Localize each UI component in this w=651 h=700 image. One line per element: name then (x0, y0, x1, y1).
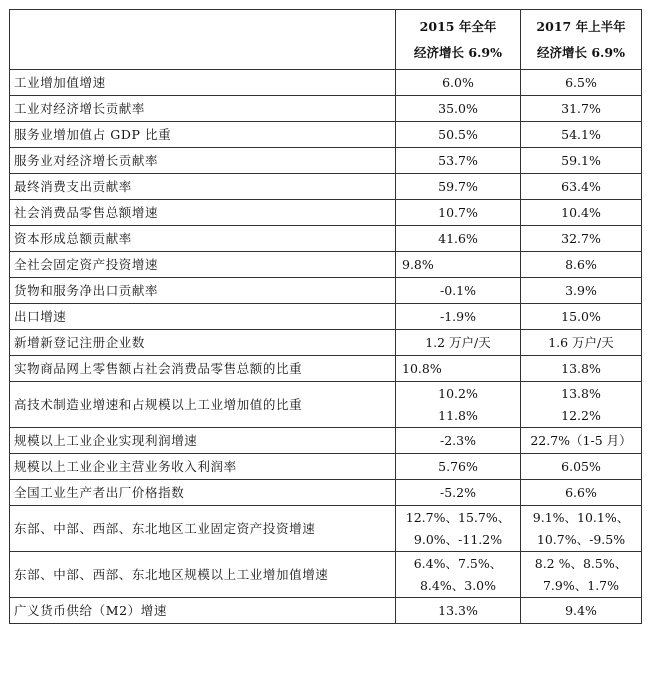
value-2017: 8.6% (521, 252, 642, 278)
value-2017: 22.7%（1-5 月） (521, 428, 642, 454)
value-2015-line1: 12.7%、15.7%、 (405, 509, 511, 525)
header-2015 (396, 10, 521, 70)
value-2015: 59.7% (396, 174, 521, 200)
header-2017h1 (521, 10, 642, 70)
row-label: 最终消费支出贡献率 (10, 174, 396, 200)
table-row (10, 428, 642, 454)
value-2015: 5.76% (396, 454, 521, 480)
value-2015: 10.8% (396, 356, 521, 382)
value-2015: -5.2% (396, 480, 521, 506)
value-2017: 3.9% (521, 278, 642, 304)
value-2015-line1: 10.2% (438, 385, 478, 401)
value-2015-line2: 9.0%、-11.2% (413, 531, 503, 547)
value-2015-line2: 11.8% (438, 407, 478, 423)
row-label: 资本形成总额贡献率 (10, 226, 396, 252)
table-row (10, 70, 642, 96)
table-row (10, 200, 642, 226)
value-2015: 9.8% (396, 252, 521, 278)
header-2017-line2: 经济增长 6.9% (537, 44, 625, 60)
value-2017: 63.4% (521, 174, 642, 200)
value-2017: 15.0% (521, 304, 642, 330)
row-label: 广义货币供给（M2）增速 (10, 598, 396, 624)
row-label: 服务业增加值占 GDP 比重 (10, 122, 396, 148)
value-2015: -2.3% (396, 428, 521, 454)
value-2015: 13.3% (396, 598, 521, 624)
row-label: 工业增加值增速 (10, 70, 396, 96)
value-2017 (521, 552, 642, 598)
table-row (10, 278, 642, 304)
row-label: 新增新登记注册企业数 (10, 330, 396, 356)
table-row (10, 480, 642, 506)
value-2017-line1: 13.8% (561, 385, 601, 401)
value-2015 (396, 506, 521, 552)
table-row (10, 598, 642, 624)
value-2015: -0.1% (396, 278, 521, 304)
value-2017: 6.05% (521, 454, 642, 480)
row-label: 规模以上工业企业主营业务收入利润率 (10, 454, 396, 480)
value-2015-line1: 6.4%、7.5%、 (413, 555, 503, 571)
value-2015: 41.6% (396, 226, 521, 252)
table-row (10, 454, 642, 480)
value-2017-line1: 9.1%、10.1%、 (532, 509, 630, 525)
table-row (10, 356, 642, 382)
table-row (10, 226, 642, 252)
table-row (10, 304, 642, 330)
value-2015: 6.0% (396, 70, 521, 96)
table-row (10, 330, 642, 356)
comparison-table-container (9, 9, 642, 624)
value-2015: 50.5% (396, 122, 521, 148)
table-row (10, 122, 642, 148)
row-label: 社会消费品零售总额增速 (10, 200, 396, 226)
value-2017-line2: 12.2% (561, 407, 601, 423)
value-2017: 13.8% (521, 356, 642, 382)
row-label: 实物商品网上零售额占社会消费品零售总额的比重 (10, 356, 396, 382)
header-2015-line1: 2015 年全年 (419, 18, 497, 34)
value-2017 (521, 382, 642, 428)
row-label: 服务业对经济增长贡献率 (10, 148, 396, 174)
table-row (10, 552, 642, 598)
value-2017: 6.6% (521, 480, 642, 506)
row-label: 东部、中部、西部、东北地区工业固定资产投资增速 (10, 506, 396, 552)
table-row (10, 382, 642, 428)
value-2017: 9.4% (521, 598, 642, 624)
value-2015 (396, 552, 521, 598)
row-label: 全国工业生产者出厂价格指数 (10, 480, 396, 506)
value-2015: -1.9% (396, 304, 521, 330)
table-row (10, 506, 642, 552)
table-row (10, 252, 642, 278)
row-label: 货物和服务净出口贡献率 (10, 278, 396, 304)
row-label: 出口增速 (10, 304, 396, 330)
value-2015: 1.2 万户/天 (396, 330, 521, 356)
row-label: 全社会固定资产投资增速 (10, 252, 396, 278)
value-2017-line2: 7.9%、1.7% (542, 577, 619, 593)
row-label: 东部、中部、西部、东北地区规模以上工业增加值增速 (10, 552, 396, 598)
header-2017-line1: 2017 年上半年 (536, 18, 626, 34)
value-2015 (396, 382, 521, 428)
header-empty-cell (10, 10, 396, 70)
value-2017: 54.1% (521, 122, 642, 148)
value-2017: 10.4% (521, 200, 642, 226)
value-2015-line2: 8.4%、3.0% (419, 577, 496, 593)
value-2015: 53.7% (396, 148, 521, 174)
value-2017: 1.6 万户/天 (521, 330, 642, 356)
table-row (10, 148, 642, 174)
value-2017-line1: 8.2 %、8.5%、 (534, 555, 628, 571)
value-2015: 35.0% (396, 96, 521, 122)
value-2017-line2: 10.7%、-9.5% (536, 531, 626, 547)
value-2017: 6.5% (521, 70, 642, 96)
header-2015-line2: 经济增长 6.9% (414, 44, 502, 60)
value-2017: 31.7% (521, 96, 642, 122)
row-label: 工业对经济增长贡献率 (10, 96, 396, 122)
value-2017: 59.1% (521, 148, 642, 174)
row-label: 高技术制造业增速和占规模以上工业增加值的比重 (10, 382, 396, 428)
table-header-row (10, 10, 642, 70)
table-row (10, 96, 642, 122)
economic-comparison-table (9, 9, 642, 624)
value-2015: 10.7% (396, 200, 521, 226)
row-label: 规模以上工业企业实现利润增速 (10, 428, 396, 454)
table-row (10, 174, 642, 200)
value-2017 (521, 506, 642, 552)
value-2017: 32.7% (521, 226, 642, 252)
